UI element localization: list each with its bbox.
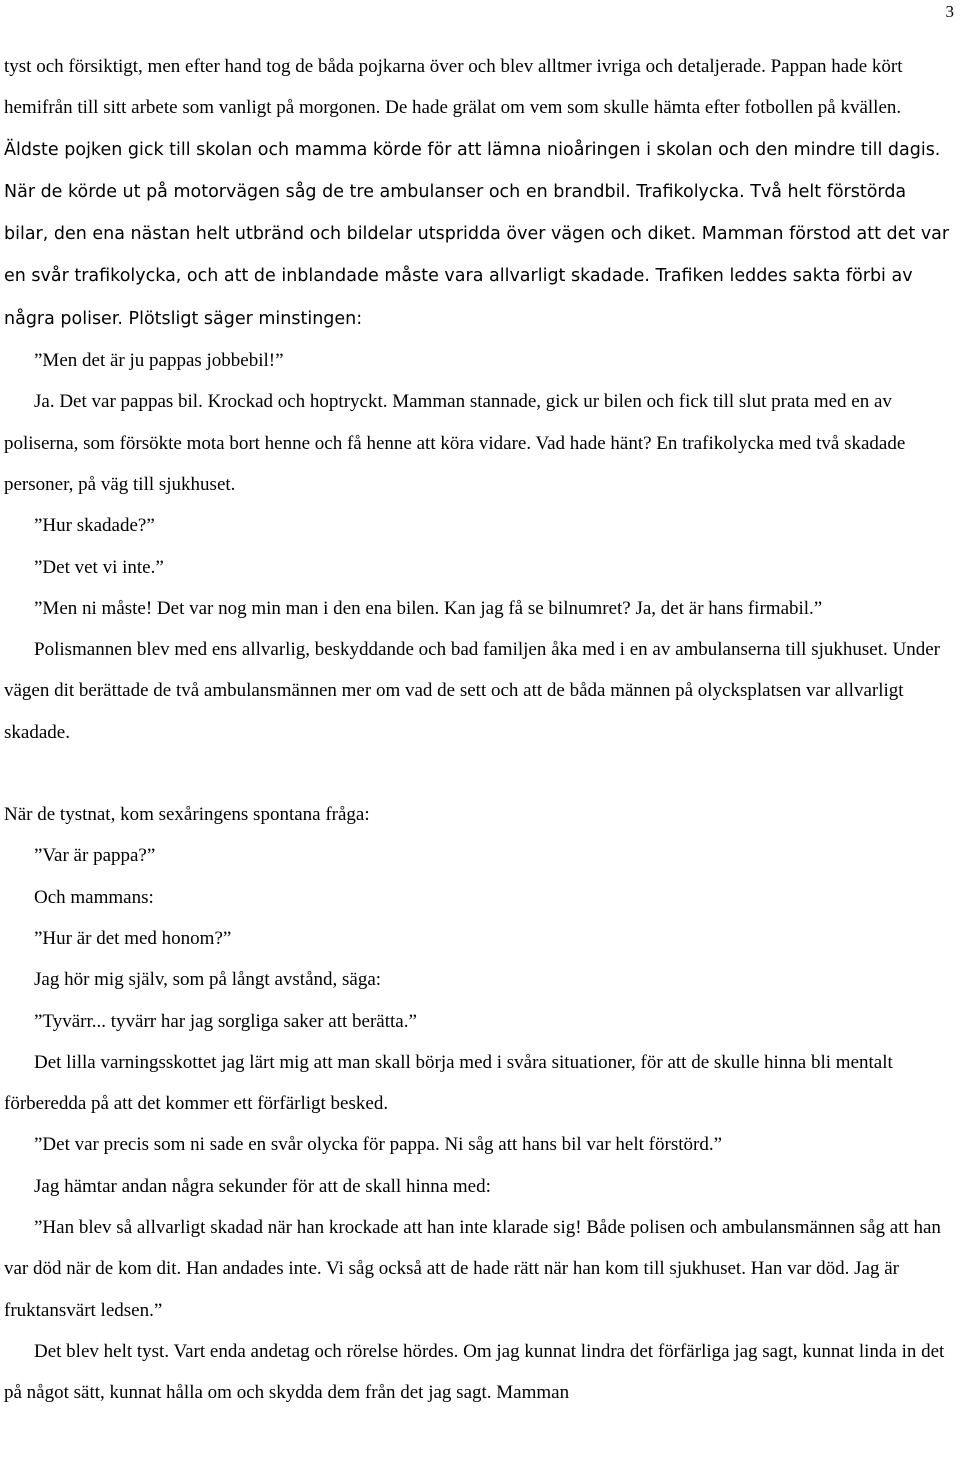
text-segment: tyst och försiktigt, men efter hand tog de båda pojkarna över och blev alltmer ivriga och detaljerade. Pappan hade kört hemifrån till sitt arbete som vanligt på morgonen. De hade grälat om vem som skulle hämta efter fotbollen på kvällen. (4, 56, 903, 119)
dialogue-line: ”Tyvärr... tyvärr har jag sorgliga saker att berätta.” (34, 1010, 417, 1032)
dialogue-line: ”Hur skadade?” (34, 515, 155, 537)
dialogue-line: ”Men ni måste! Det var nog min man i den ena bilen. Kan jag få se bilnumret? Ja, det är hans firmabil.” (34, 597, 823, 619)
dialogue-line: ”Men det är ju pappas jobbebil!” (34, 350, 284, 372)
dialogue-line: ”Han blev så allvarligt skadad när han krockade att han inte klarade sig! Både polisen och ambulansmännen såg att han var död när de kom dit. Han andades inte. Vi såg också att de hade rätt när han kom till sjukhuset. Han var död. Jag är fruktansvärt ledsen.” (4, 1217, 941, 1321)
dialogue-line: ”Var är pappa?” (34, 845, 156, 867)
paragraph-spacer (4, 753, 956, 794)
paragraph-opening (4, 46, 956, 340)
paragraph: Jag hämtar andan några sekunder för att de skall hinna med: (34, 1175, 491, 1197)
paragraph: Polismannen blev med ens allvarlig, beskyddande och bad familjen åka med i en av ambulanserna till sjukhuset. Under vägen dit berättade de två ambulansmännen mer om vad de sett och att de båda männen på olycksplatsen var allvarligt skadade. (4, 639, 940, 743)
dialogue-line: ”Det vet vi inte.” (34, 556, 164, 578)
page-number: 3 (945, 2, 954, 21)
dialogue-line: ”Det var precis som ni sade en svår olycka för pappa. Ni såg att hans bil var helt förstörd.” (34, 1134, 722, 1156)
text-segment-sans: Äldste pojken gick till skolan och mamma körde för att lämna nioåringen i skolan och den mindre till dagis. När de körde ut på motorvägen såg de tre ambulanser och en brandbil. Trafikolycka. Två helt förstörda bilar, den ena nästan helt utbränd och bildelar utspridda över vägen och diket. Mamman förstod att det var en svår trafikolycka, och att de inblandade måste vara allvarligt skadade. Trafiken leddes sakta förbi av några poliser. Plötsligt säger minstingen: (4, 139, 950, 329)
paragraph: Och mammans: (34, 886, 154, 908)
paragraph: Ja. Det var pappas bil. Krockad och hoptryckt. Mamman stannade, gick ur bilen och fick till slut prata med en av poliserna, som försökte mota bort henne och få henne att köra vidare. Vad hade hänt? En trafikolycka med två skadade personer, på väg till sjukhuset. (4, 391, 906, 495)
paragraph: Det blev helt tyst. Vart enda andetag och rörelse hördes. Om jag kunnat lindra det förfärliga jag sagt, kunnat linda in det på något sätt, kunnat hålla om och skydda dem från det jag sagt. Mamman (4, 1340, 945, 1404)
paragraph: Jag hör mig själv, som på långt avstånd, säga: (34, 969, 382, 991)
document-body (4, 46, 956, 1414)
paragraph: Det lilla varningsskottet jag lärt mig att man skall börja med i svåra situationer, för att de skulle hinna bli mentalt förberedda på att det kommer ett förfärligt besked. (4, 1051, 893, 1115)
paragraph: När de tystnat, kom sexåringens spontana fråga: (4, 804, 370, 826)
dialogue-line: ”Hur är det med honom?” (34, 927, 232, 949)
